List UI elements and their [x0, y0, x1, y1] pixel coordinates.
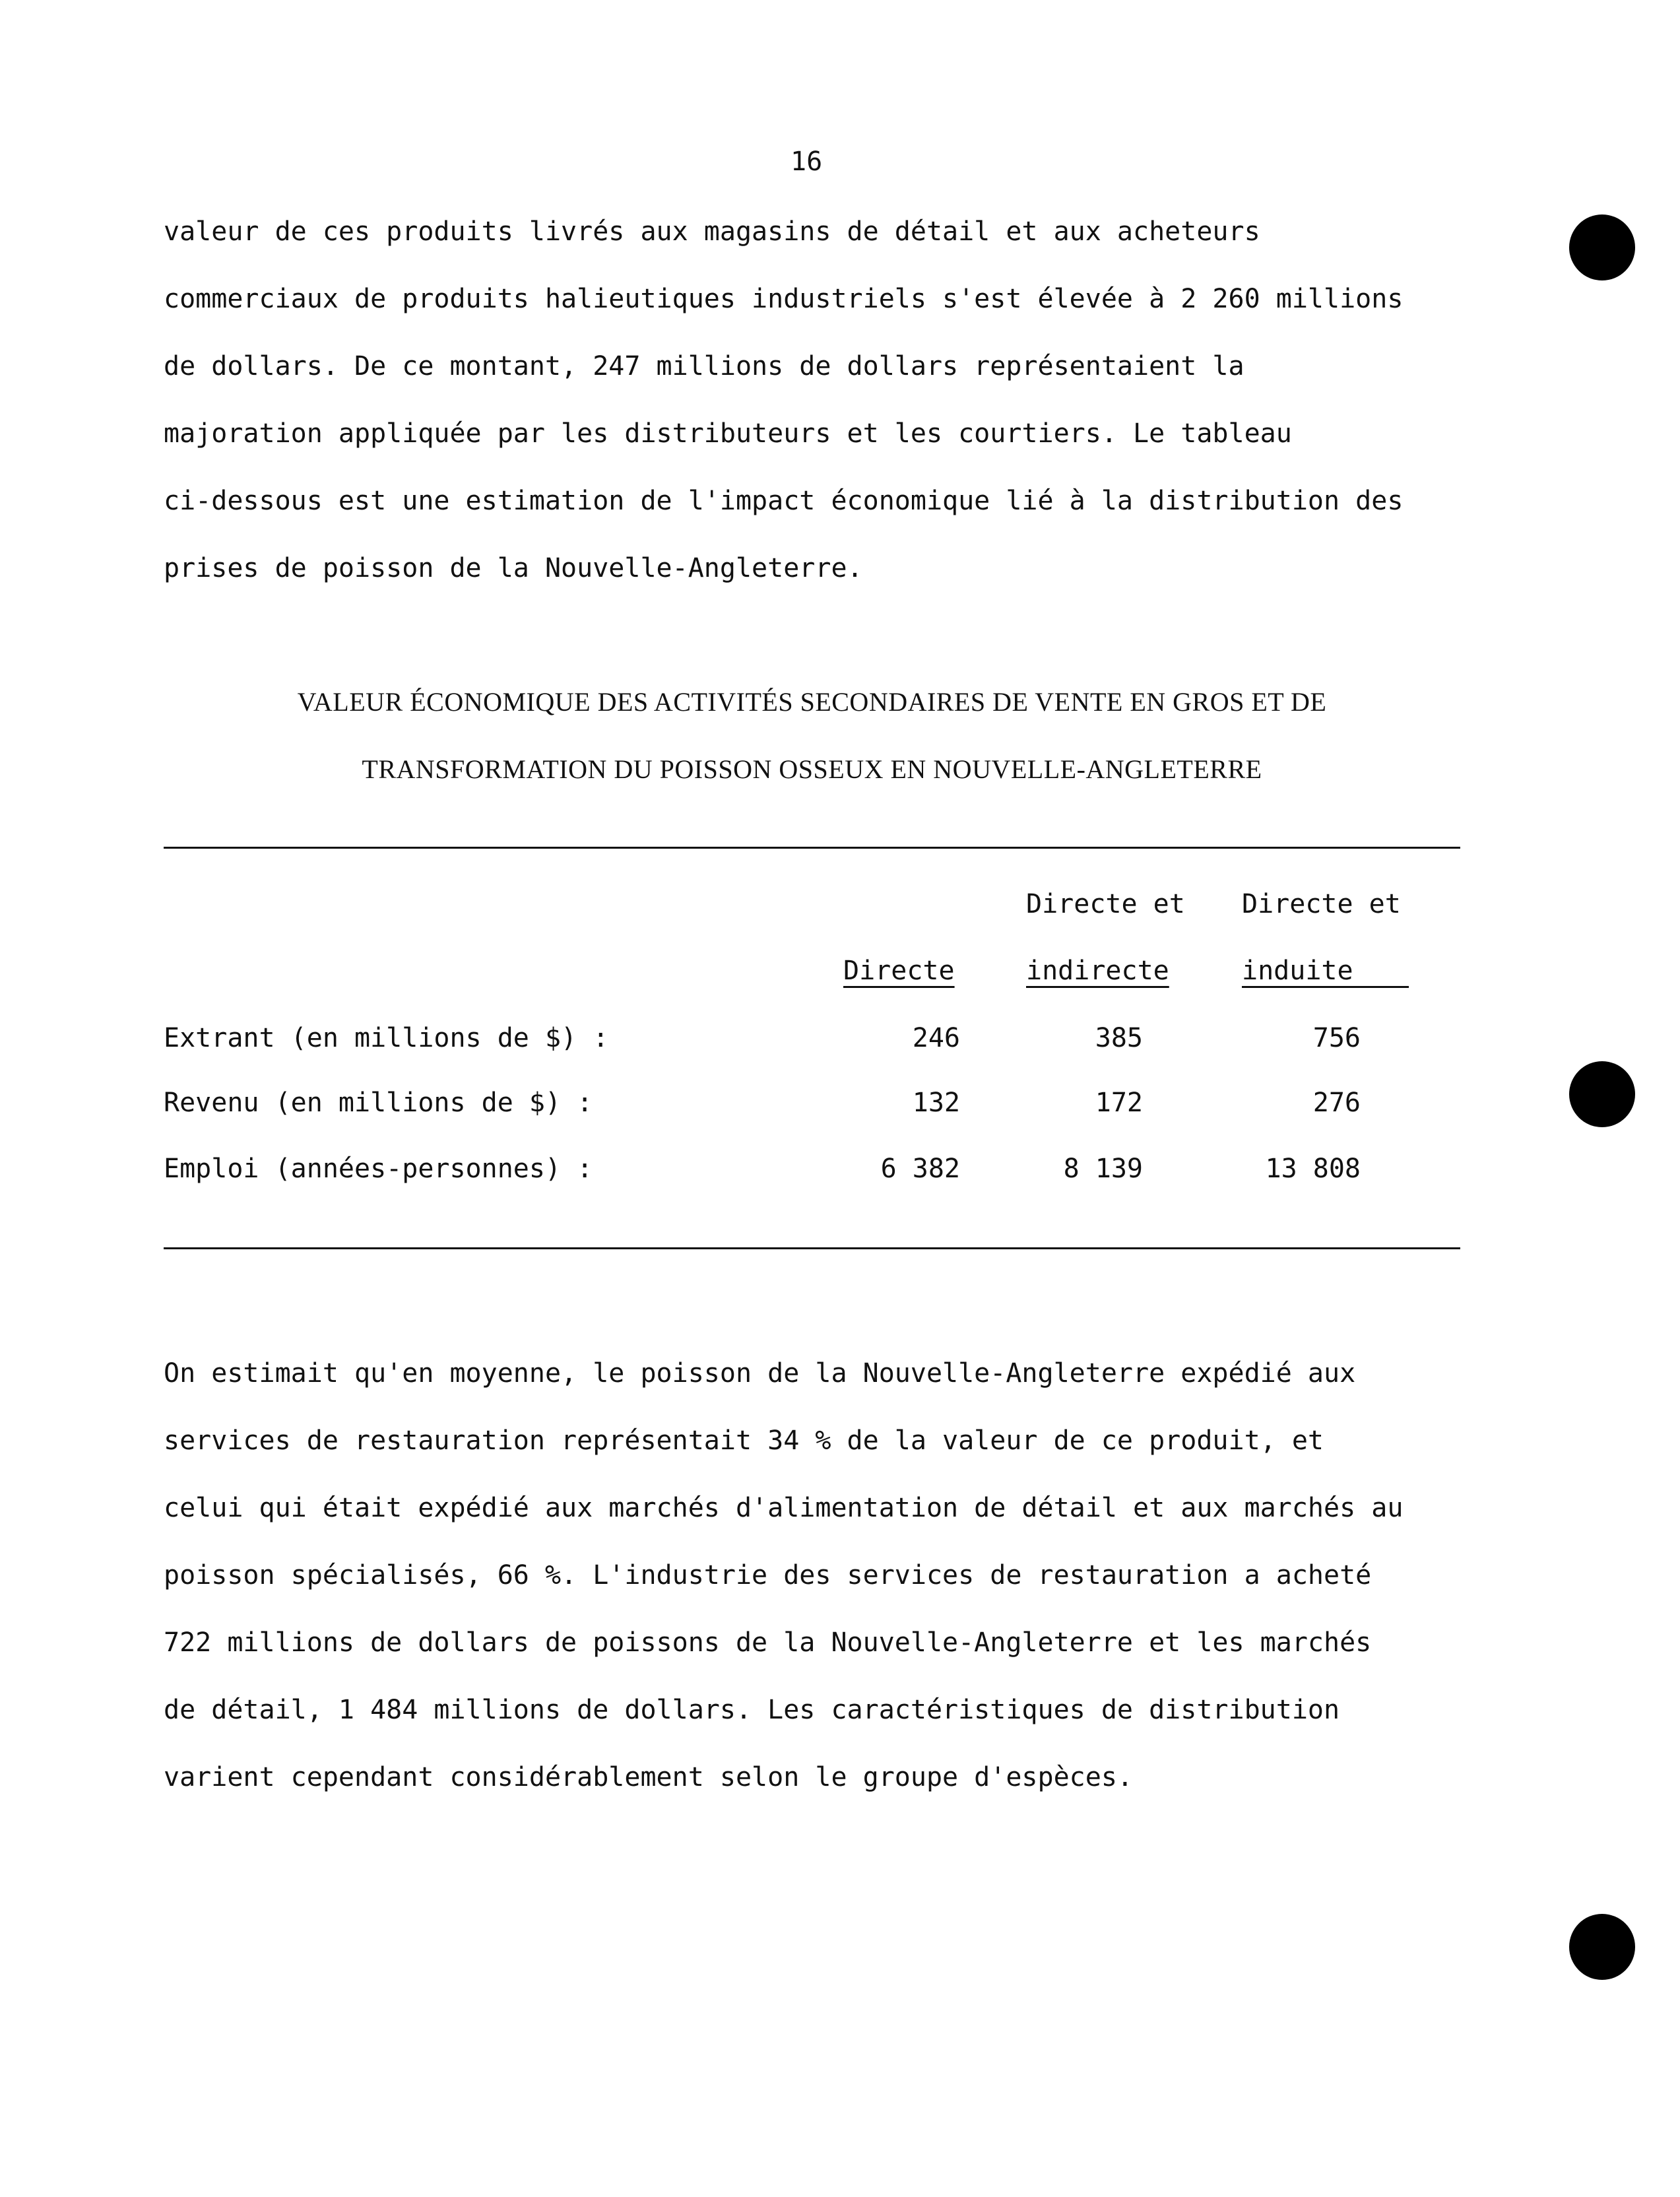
table-title-line-2: TRANSFORMATION DU POISSON OSSEUX EN NOUVELLE-ANGLETERRE: [362, 754, 1262, 784]
paragraph-line: commerciaux de produits halieutiques industriels s'est élevée à 2 260 millions: [164, 284, 1404, 314]
row-value-directe: 246: [912, 1023, 960, 1053]
row-label: Revenu (en millions de $) :: [164, 1088, 593, 1118]
paragraph-line: majoration appliquée par les distributeurs et les courtiers. Le tableau: [164, 418, 1292, 449]
header-col3-top: Directe et: [1242, 889, 1401, 919]
row-value-induite: 276: [1312, 1088, 1361, 1118]
paragraph-intro: [164, 198, 1497, 602]
punch-hole-middle: [1569, 1061, 1635, 1127]
paragraph-line: varient cependant considérablement selon le groupe d'espèces.: [164, 1762, 1134, 1792]
paragraph-line: de dollars. De ce montant, 247 millions de dollars représentaient la: [164, 351, 1244, 381]
table-bottom-rule: [164, 1247, 1460, 1249]
table-title-line-1: VALEUR ÉCONOMIQUE DES ACTIVITÉS SECONDAIRES DE VENTE EN GROS ET DE: [297, 687, 1327, 717]
row-value-directe: 132: [912, 1088, 960, 1118]
punch-hole-top: [1569, 214, 1635, 280]
paragraph-line: services de restauration représentait 34 % de la valeur de ce produit, et: [164, 1426, 1324, 1456]
row-value-induite: 13 808: [1265, 1154, 1361, 1184]
row-value-directe: 6 382: [880, 1154, 960, 1184]
paragraph-line: ci-dessous est une estimation de l'impact économique lié à la distribution des: [164, 486, 1404, 516]
row-label: Emploi (années-personnes) :: [164, 1154, 593, 1184]
punch-hole-bottom: [1569, 1914, 1635, 1980]
header-col2-bottom: indirecte: [1026, 956, 1169, 986]
header-col3-underline-extension: [1353, 986, 1409, 988]
row-value-indirecte: 172: [1095, 1088, 1143, 1118]
header-col1-bottom: Directe: [843, 956, 955, 986]
paragraph-line: poisson spécialisés, 66 %. L'industrie des services de restauration a acheté: [164, 1560, 1372, 1590]
paragraph-line: On estimait qu'en moyenne, le poisson de la Nouvelle-Angleterre expédié aux: [164, 1358, 1356, 1389]
table-top-rule: [164, 847, 1460, 849]
paragraph-distribution: [164, 1340, 1497, 1811]
paragraph-line: 722 millions de dollars de poissons de la Nouvelle-Angleterre et les marchés: [164, 1627, 1372, 1658]
header-col2-top: Directe et: [1026, 889, 1185, 919]
row-label: Extrant (en millions de $) :: [164, 1023, 609, 1053]
page-number: 16: [791, 147, 823, 177]
paragraph-line: celui qui était expédié aux marchés d'alimentation de détail et aux marchés au: [164, 1493, 1404, 1523]
row-value-induite: 756: [1312, 1023, 1361, 1053]
paragraph-line: valeur de ces produits livrés aux magasins de détail et aux acheteurs: [164, 216, 1260, 247]
paragraph-line: prises de poisson de la Nouvelle-Angleterre.: [164, 553, 863, 583]
row-value-indirecte: 8 139: [1063, 1154, 1143, 1184]
header-col3-bottom: induite: [1242, 956, 1353, 986]
paragraph-line: de détail, 1 484 millions de dollars. Les caractéristiques de distribution: [164, 1695, 1340, 1725]
row-value-indirecte: 385: [1095, 1023, 1143, 1053]
